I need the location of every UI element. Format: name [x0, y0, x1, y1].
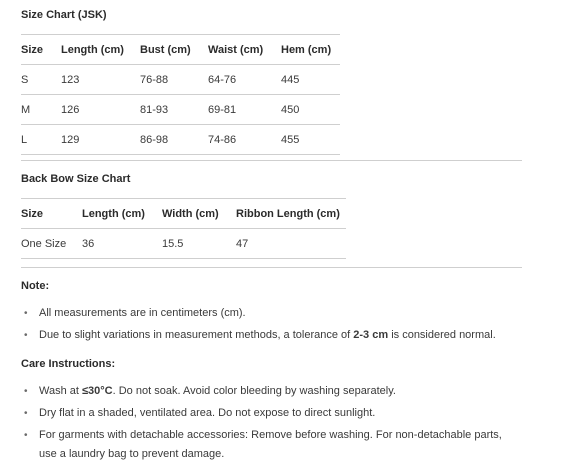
table-cell: 69-81	[208, 95, 281, 125]
table-cell: 15.5	[162, 229, 236, 259]
table-cell: 74-86	[208, 125, 281, 155]
table-row	[21, 229, 346, 259]
care-text: Dry flat in a shaded, ventilated area. Do not expose to direct sunlight.	[39, 407, 376, 419]
care-emphasis: ≤30°C	[82, 385, 113, 397]
table-cell: 76-88	[140, 65, 208, 95]
bow-chart-header: Size	[21, 199, 82, 229]
table-cell: One Size	[21, 229, 82, 259]
care-text: For garments with detachable accessories: Remove before washing. For non-detachable parts, use a laundry bag to prevent damage.	[39, 429, 502, 460]
table-cell: 36	[82, 229, 162, 259]
table-cell: 450	[281, 95, 340, 125]
table-cell: 129	[61, 125, 140, 155]
note-emphasis: 2-3 cm	[353, 329, 389, 341]
table-cell: 445	[281, 65, 340, 95]
table-cell: 81-93	[140, 95, 208, 125]
size-chart-header: Hem (cm)	[281, 35, 340, 65]
bow-chart-header: Width (cm)	[162, 199, 236, 229]
list-item	[21, 304, 521, 323]
table-row	[21, 95, 340, 125]
note-heading: Note:	[21, 280, 50, 292]
table-cell: 126	[61, 95, 140, 125]
bow-chart-header: Ribbon Length (cm)	[236, 199, 346, 229]
bow-chart-header: Length (cm)	[82, 199, 162, 229]
bow-chart-title: Back Bow Size Chart	[21, 173, 131, 185]
list-item	[21, 382, 521, 401]
bow-chart-header-row	[21, 199, 346, 229]
size-chart-header: Bust (cm)	[140, 35, 208, 65]
table-row	[21, 65, 340, 95]
size-chart-title: Size Chart (JSK)	[21, 9, 107, 21]
bow-chart-table	[21, 198, 346, 259]
list-item	[21, 404, 521, 423]
note-text: All measurements are in centimeters (cm).	[39, 307, 246, 319]
table-cell: 455	[281, 125, 340, 155]
section-divider	[21, 267, 522, 268]
care-list	[21, 382, 521, 464]
size-chart-table	[21, 34, 340, 155]
list-item	[21, 426, 521, 464]
note-list	[21, 304, 521, 345]
care-text: Wash at	[39, 385, 82, 397]
table-cell: 64-76	[208, 65, 281, 95]
table-cell: 123	[61, 65, 140, 95]
size-chart-header: Size	[21, 35, 61, 65]
table-row	[21, 125, 340, 155]
list-item	[21, 326, 521, 345]
size-chart-header-row	[21, 35, 340, 65]
table-cell: 86-98	[140, 125, 208, 155]
size-chart-header: Length (cm)	[61, 35, 140, 65]
table-cell: M	[21, 95, 61, 125]
table-cell: 47	[236, 229, 346, 259]
table-cell: S	[21, 65, 61, 95]
size-chart-header: Waist (cm)	[208, 35, 281, 65]
note-text: Due to slight variations in measurement methods, a tolerance of	[39, 329, 354, 341]
care-text: . Do not soak. Avoid color bleeding by washing separately.	[112, 385, 396, 397]
note-text: is considered normal.	[388, 329, 496, 341]
care-heading: Care Instructions:	[21, 358, 116, 370]
table-cell: L	[21, 125, 61, 155]
section-divider	[21, 160, 522, 161]
